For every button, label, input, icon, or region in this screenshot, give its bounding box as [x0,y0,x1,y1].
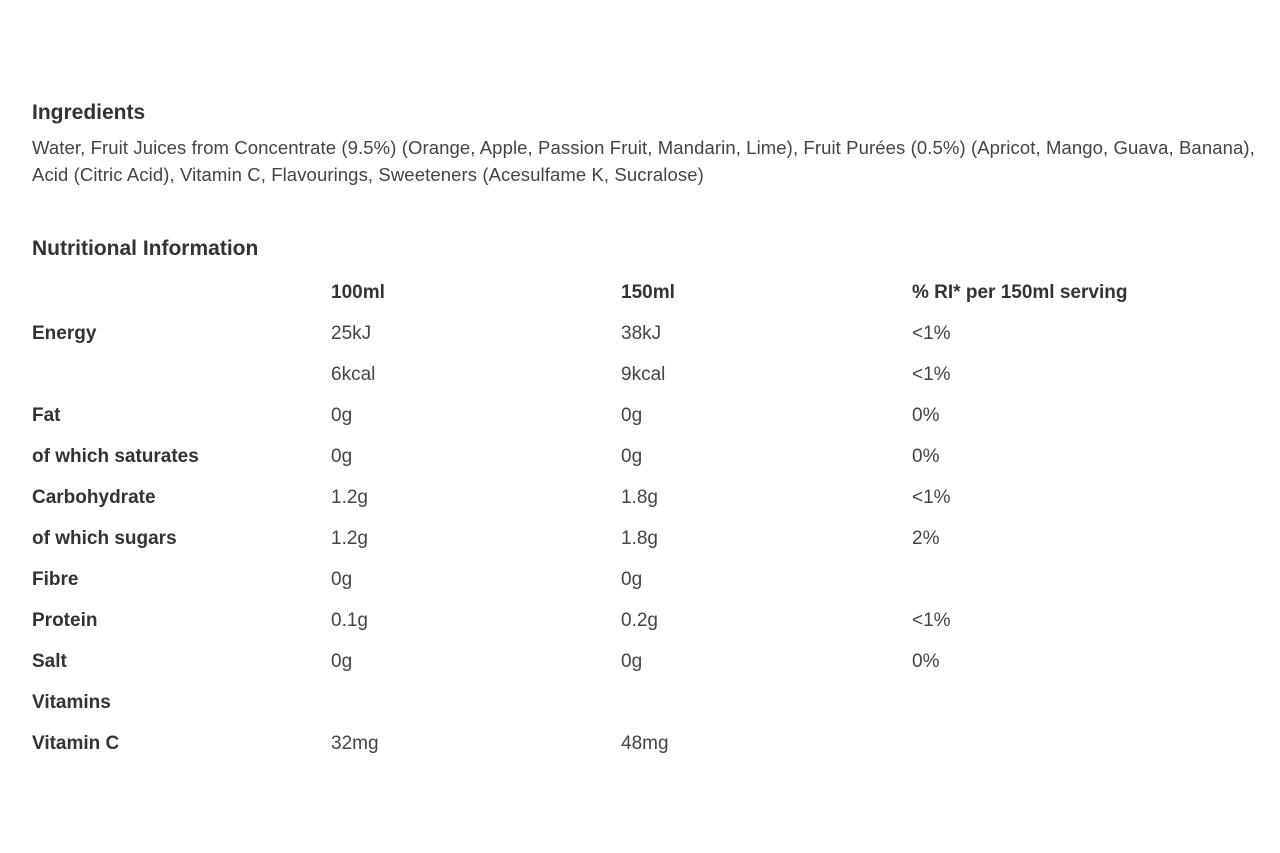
value-ri [912,559,1262,600]
value-ri: 0% [912,650,940,672]
ingredients-text: Water, Fruit Juices from Concentrate (9.5%) (Orange, Apple, Passion Fruit, Mandarin, Lime), Fruit Purées (0.5%) (Apricot, Mango, Guava, Banana), Acid (Citric Acid), Vitamin C, Flavourings, Sweeteners (Acesulfame K, Sucralose) [32,137,1255,185]
value-150ml: 0g [621,568,643,590]
header-nutrient [32,272,331,313]
value-150ml: 0g [621,650,643,672]
nutrient-label: Energy [32,322,97,344]
table-row [32,518,1262,559]
value-150ml: 1.8g [621,486,658,508]
value-ri: <1% [912,486,951,508]
nutrient-label [32,354,331,395]
value-ri [912,682,1262,723]
header-per-100ml: 100ml [331,281,385,303]
nutrient-label: Fat [32,404,61,426]
value-100ml: 0g [331,568,353,590]
value-150ml: 0g [621,404,643,426]
header-ri: % RI* per 150ml serving [912,281,1128,303]
value-150ml [621,682,912,723]
value-150ml: 1.8g [621,527,658,549]
table-row [32,436,1262,477]
nutrient-label: Protein [32,609,98,631]
table-row [32,559,1262,600]
nutrient-label: Fibre [32,568,79,590]
table-row [32,682,1262,723]
value-ri: <1% [912,609,951,631]
value-150ml: 9kcal [621,363,666,385]
value-100ml: 0.1g [331,609,368,631]
value-150ml: 48mg [621,732,669,754]
value-ri [912,723,1262,764]
value-100ml: 0g [331,650,353,672]
table-row [32,395,1262,436]
nutrient-label: Carbohydrate [32,486,156,508]
nutrient-label: Vitamins [32,691,111,713]
nutrition-header-row [32,272,1262,313]
nutrient-label: Salt [32,650,67,672]
table-row [32,600,1262,641]
value-100ml: 1.2g [331,527,368,549]
value-ri: 0% [912,445,940,467]
table-row [32,313,1262,354]
nutrient-label: of which saturates [32,445,199,467]
value-100ml: 0g [331,404,353,426]
value-100ml: 1.2g [331,486,368,508]
table-row [32,641,1262,682]
nutrition-table [32,272,1262,764]
value-ri: 2% [912,527,940,549]
value-150ml: 0.2g [621,609,658,631]
value-100ml: 25kJ [331,322,372,344]
table-row [32,723,1262,764]
table-row [32,354,1262,395]
value-100ml: 6kcal [331,363,376,385]
value-100ml: 0g [331,445,353,467]
ingredients-title: Ingredients [32,101,146,124]
value-ri: <1% [912,363,951,385]
value-100ml: 32mg [331,732,379,754]
value-ri: 0% [912,404,940,426]
value-150ml: 0g [621,445,643,467]
value-ri: <1% [912,322,951,344]
nutrient-label: Vitamin C [32,732,120,754]
header-per-150ml: 150ml [621,281,675,303]
value-150ml: 38kJ [621,322,662,344]
table-row [32,477,1262,518]
value-100ml [331,682,621,723]
nutrition-title: Nutritional Information [32,237,259,260]
nutrient-label: of which sugars [32,527,177,549]
